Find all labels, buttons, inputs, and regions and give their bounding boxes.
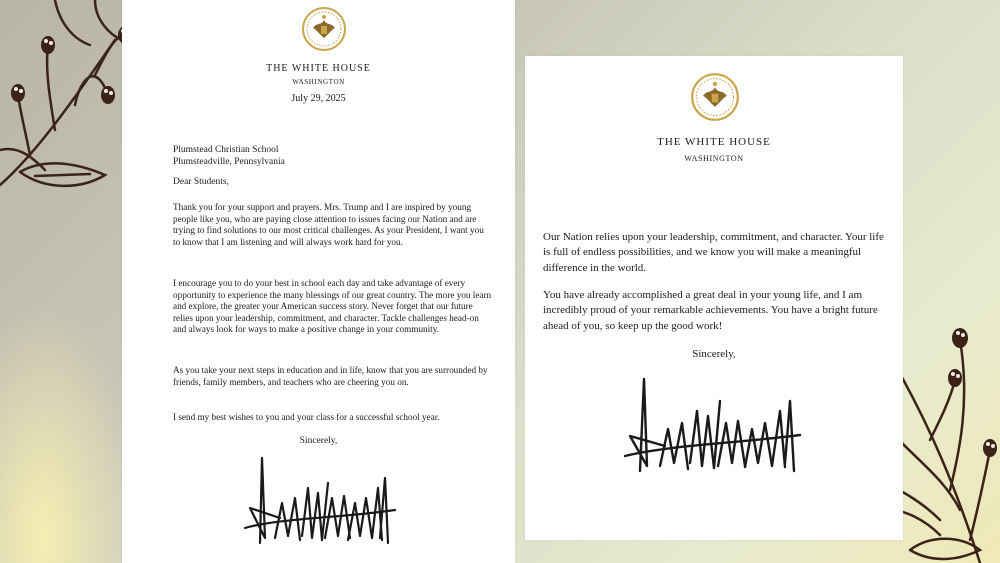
letter-subheading: WASHINGTON bbox=[684, 154, 744, 163]
closing: Sincerely, bbox=[299, 436, 338, 446]
recipient-address bbox=[173, 144, 285, 168]
closing: Sincerely, bbox=[692, 348, 736, 360]
paragraph-2: I encourage you to do your best in school each day and take advantage of every opportunity to experience the many blessings of our great country. The more you learn and explore, the greater your American success story. Never forget that our future relies upon your leadership, commitment, and character. Tackle challenges head-on and always look for ways to make a positive change in your community. bbox=[173, 278, 492, 334]
address-line-2: Plumsteadville, Pennsylvania bbox=[173, 157, 285, 167]
salutation: Dear Students, bbox=[173, 177, 229, 187]
handwritten-signature bbox=[620, 371, 805, 486]
letter-subheading: WASHINGTON bbox=[292, 78, 345, 86]
presidential-seal-icon bbox=[690, 72, 740, 122]
letter-heading: THE WHITE HOUSE bbox=[657, 136, 771, 148]
floral-branch-left bbox=[0, 0, 140, 200]
letter-date: July 29, 2025 bbox=[291, 93, 346, 104]
paragraph-3: As you take your next steps in education and in life, know that you are surrounded by friends, family members, and teachers who are cheering you on. bbox=[173, 365, 488, 387]
paragraph-1: Thank you for your support and prayers. Mrs. Trump and I are inspired by young people like you, who are paying close attention to issues facing our Nation and are trying to find solutions to our most critical challenges. As your President, I want you to know that I am listening and will always work hard for you. bbox=[173, 202, 484, 247]
paragraph-4: I send my best wishes to you and your class for a successful school year. bbox=[173, 412, 440, 422]
paragraph-1: Our Nation relies upon your leadership, commitment, and character. Your life is full of endless possibilities, and we know you will make a meaningful difference in the world. bbox=[543, 231, 884, 274]
letter-heading: THE WHITE HOUSE bbox=[266, 63, 371, 74]
letter-left bbox=[122, 0, 515, 563]
address-line-1: Plumstead Christian School bbox=[173, 145, 279, 155]
handwritten-signature bbox=[240, 448, 400, 553]
presidential-seal-icon bbox=[301, 6, 347, 52]
letter-right bbox=[525, 56, 903, 540]
paragraph-2: You have already accomplished a great deal in your young life, and I am incredibly proud of your remarkable achievements. You have a bright future ahead of you, so keep up the good work! bbox=[543, 289, 878, 332]
background-glow bbox=[0, 303, 140, 563]
